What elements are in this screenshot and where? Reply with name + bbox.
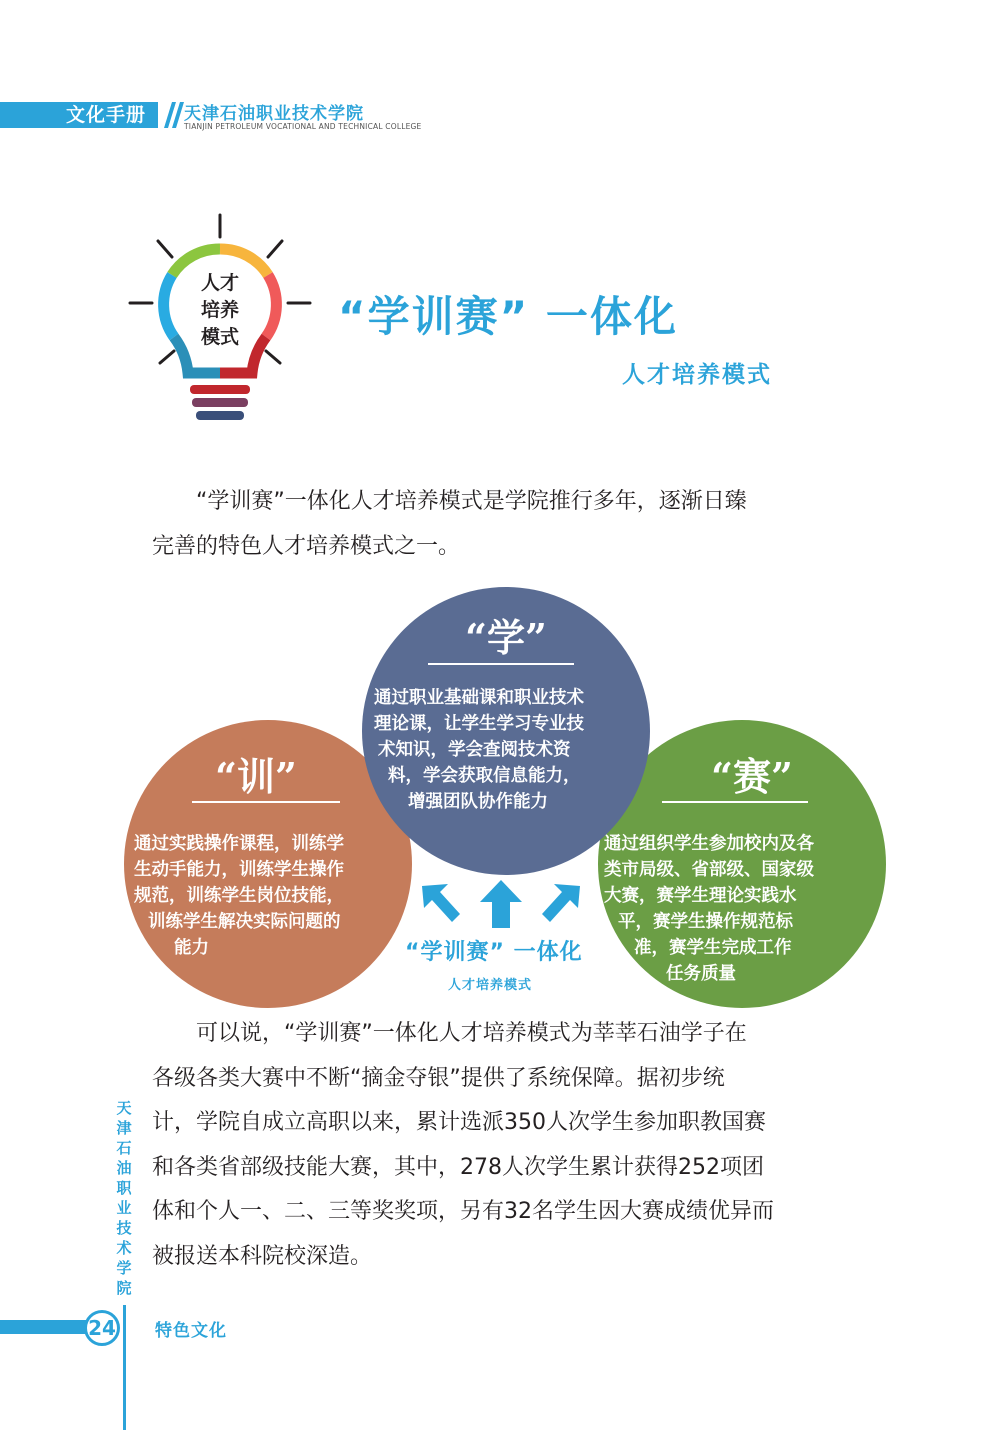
learn-line: 术知识，学会查阅技术资 (378, 740, 571, 760)
learn-line: 料，学会获取信息能力， (388, 766, 581, 786)
center-title: “学训赛” 一体化 (405, 940, 583, 965)
compete-line: 平，赛学生操作规范标 (618, 912, 793, 932)
compete-line: 任务质量 (666, 964, 736, 984)
intro-line: 完善的特色人才培养模式之一。 (152, 533, 461, 559)
train-line: 通过实践操作课程，训练学 (134, 834, 344, 854)
arrow-up-icon (480, 880, 522, 928)
conclusion-line: 可以说，“学训赛”一体化人才培养模式为莘莘石油学子在 (196, 1021, 747, 1046)
conclusion-paragraph (152, 1012, 852, 1279)
page-number: 24 (84, 1310, 120, 1346)
compete-line: 大赛，赛学生理论实践水 (604, 886, 797, 906)
bulb-text-line: 人才 (200, 272, 239, 294)
conclusion-line: 各级各类大赛中不断“摘金夺银”提供了系统保障。据初步统 (152, 1065, 725, 1091)
bulb-text (178, 270, 262, 351)
learn-line: 理论课，让学生学习专业技 (374, 714, 584, 734)
conclusion-line: 被报送本科院校深造。 (152, 1243, 373, 1269)
arrow-up-right-icon (542, 884, 580, 922)
train-line: 训练学生解决实际问题的 (148, 912, 341, 932)
compete-line: 类市局级、省部级、国家级 (604, 860, 814, 880)
side-school-name: 天津石油职业技术学院 (116, 1099, 132, 1297)
train-line: 生动手能力，训练学生操作 (134, 860, 344, 880)
learn-circle (362, 587, 650, 875)
conclusion-line: 计，学院自成立高职以来，累计选派350人次学生参加职教国赛 (152, 1110, 766, 1135)
train-body (134, 831, 404, 961)
conclusion-line: 体和个人一、二、三等奖奖项，另有32名学生因大赛成绩优异而 (152, 1199, 774, 1224)
header-school-name-en: TIANJIN PETROLEUM VOCATIONAL AND TECHNICAL COLLEGE (184, 122, 422, 131)
footer-vertical-line (123, 1305, 126, 1430)
bulb-text-line: 培养 (200, 299, 239, 321)
header-school-name: 天津石油职业技术学院 (184, 104, 364, 124)
arrow-up-left-icon (422, 884, 460, 922)
train-heading: “训” (215, 754, 297, 799)
bulb-text-line: 模式 (200, 326, 239, 348)
header-title: 文化手册 (66, 104, 147, 126)
train-line: 规范，训练学生岗位技能， (134, 886, 344, 906)
compete-divider (662, 801, 808, 803)
intro-line: “学训赛”一体化人才培养模式是学院推行多年，逐渐日臻 (196, 489, 747, 514)
center-arrows (418, 878, 584, 934)
conclusion-line: 和各类省部级技能大赛，其中，278人次学生累计获得252项团 (152, 1154, 764, 1180)
intro-paragraph (152, 480, 852, 569)
train-divider (192, 801, 340, 803)
learn-heading: “学” (465, 615, 547, 660)
sub-title: 人才培养模式 (622, 362, 772, 388)
footer-bar (0, 1320, 90, 1334)
learn-divider (428, 663, 574, 665)
compete-line: 准，赛学生完成工作 (634, 938, 792, 958)
compete-line: 通过组织学生参加校内及各 (604, 834, 814, 854)
learn-line: 通过职业基础课和职业技术 (374, 688, 584, 708)
train-line: 能力 (174, 938, 209, 958)
footer-section-label: 特色文化 (155, 1321, 227, 1341)
compete-body (604, 831, 880, 987)
learn-body (374, 685, 644, 815)
center-subtitle: 人才培养模式 (448, 978, 533, 993)
learn-line: 增强团队协作能力 (408, 792, 548, 812)
main-title: “学训赛” 一体化 (338, 292, 678, 341)
compete-heading: “赛” (711, 754, 793, 799)
